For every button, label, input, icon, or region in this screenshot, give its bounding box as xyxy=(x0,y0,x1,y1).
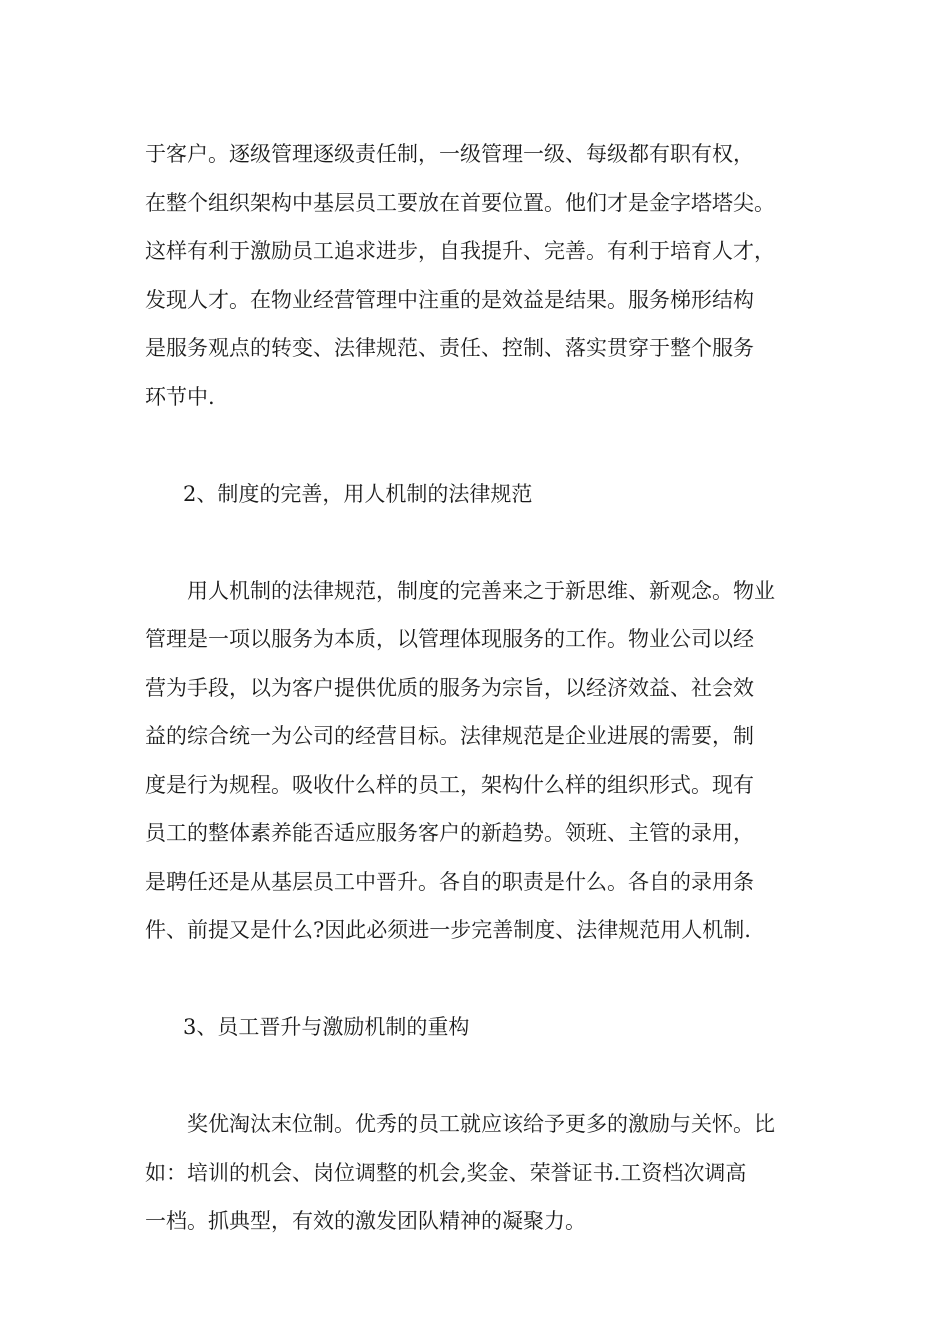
paragraph-spacer xyxy=(145,955,810,1004)
text-line: 在整个组织架构中基层员工要放在首要位置。他们才是金字塔塔尖。 xyxy=(145,190,775,215)
text-line: 益的综合统一为公司的经营目标。法律规范是企业进展的需要，制 xyxy=(145,724,754,748)
paragraph-2 xyxy=(145,567,810,955)
text-line: 于客户。逐级管理逐级责任制，一级管理一级、每级都有职有权， xyxy=(145,142,754,166)
text-line: 件、前提又是什么?因此必须进一步完善制度、法律规范用人机制. xyxy=(145,918,751,942)
text-line: 管理是一项以服务为本质，以管理体现服务的工作。物业公司以经 xyxy=(145,627,754,651)
document-body xyxy=(145,130,810,1246)
text-line: 发现人才。在物业经营管理中注重的是效益是结果。服务梯形结构 xyxy=(145,287,754,312)
paragraph-1 xyxy=(145,130,810,421)
text-line: 用人机制的法律规范，制度的完善来之于新思维、新观念。物业 xyxy=(145,578,775,603)
text-line: 是服务观点的转变、法律规范、责任、控制、落实贯穿于整个服务 xyxy=(145,336,754,360)
text-line: 员工的整体素养能否适应服务客户的新趋势。领班、主管的录用， xyxy=(145,821,754,845)
text-line: 环节中. xyxy=(145,384,215,409)
text-line: 一档。抓典型，有效的激发团队精神的凝聚力。 xyxy=(145,1209,586,1233)
text-line: 这样有利于激励员工追求进步，自我提升、完善。有利于培育人才， xyxy=(145,239,775,263)
text-line: 是聘任还是从基层员工中晋升。各自的职责是什么。各自的录用条 xyxy=(145,869,754,894)
paragraph-3 xyxy=(145,1100,810,1246)
section-heading-2: 2、制度的完善，用人机制的法律规范 xyxy=(183,481,533,506)
paragraph-spacer xyxy=(145,518,810,567)
text-line: 营为手段，以为客户提供优质的服务为宗旨，以经济效益、社会效 xyxy=(145,675,754,700)
paragraph-spacer xyxy=(145,1052,810,1101)
text-line: 奖优淘汰末位制。优秀的员工就应该给予更多的激励与关怀。比 xyxy=(145,1112,775,1136)
paragraph-spacer xyxy=(145,421,810,470)
section-heading-3: 3、员工晋升与激励机制的重构 xyxy=(183,1015,470,1039)
text-line: 度是行为规程。吸收什么样的员工，架构什么样的组织形式。现有 xyxy=(145,772,754,797)
text-line: 如：培训的机会、岗位调整的机会,奖金、荣誉证书.工资档次调高 xyxy=(145,1160,747,1185)
